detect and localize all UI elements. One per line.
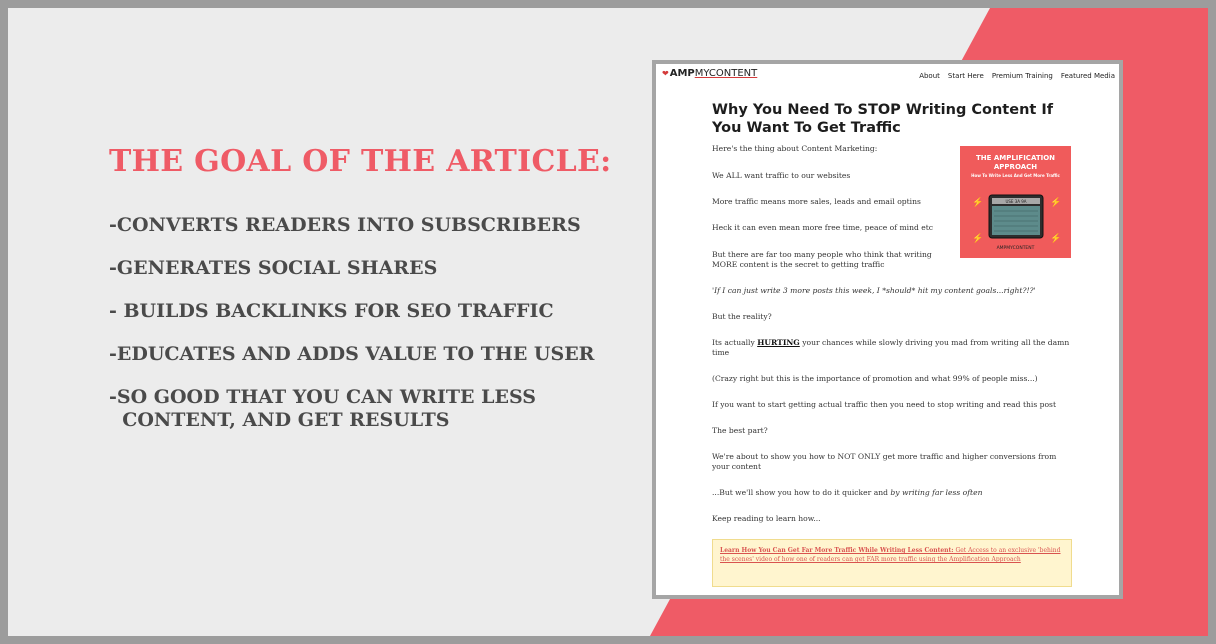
- slide-canvas: [8, 8, 1208, 636]
- amp-label: USE 3A 9A: [1005, 199, 1027, 204]
- post-paragraph: If you want to start getting actual traffic then you need to stop writing and read this post: [712, 400, 1057, 409]
- lightning-bolt-icon: ⚡: [972, 234, 984, 244]
- logo-text-bold: AMP: [669, 68, 695, 79]
- site-logo[interactable]: [662, 68, 757, 79]
- text-emphasis: by writing far less often: [890, 488, 983, 497]
- post-paragraph: Here's the thing about Content Marketing:: [712, 144, 878, 153]
- text-run: your chances while slowly driving you mad from writing all the damn time: [712, 338, 1070, 357]
- nav-item-start-here[interactable]: Start Here: [947, 72, 984, 80]
- promo-brand: AMPMYCONTENT: [996, 246, 1035, 251]
- cta-link-bold[interactable]: Learn How You Can Get Far More Traffic While Writing Less Content:: [720, 547, 954, 554]
- post-paragraph: [712, 488, 1074, 498]
- site-header: [656, 64, 1119, 86]
- post-paragraph: We're about to show you how to NOT ONLY get more traffic and higher conversions from your content: [712, 452, 1057, 471]
- post-title: Why You Need To STOP Writing Content If You Want To Get Traffic: [712, 102, 1054, 136]
- goal-item: -EDUCATES AND ADDS VALUE TO THE USER: [109, 343, 595, 365]
- goal-item: - BUILDS BACKLINKS FOR SEO TRAFFIC: [109, 300, 554, 322]
- post-paragraph: But there are far too many people who think that writing MORE content is the secret to getting traffic: [712, 250, 932, 269]
- bolt-icon: ❤: [662, 69, 669, 78]
- post-paragraph: We ALL want traffic to our websites: [712, 171, 851, 180]
- amplifier-icon: [988, 194, 1044, 239]
- lightning-bolt-icon: ⚡: [1050, 234, 1062, 244]
- cta-box[interactable]: [712, 539, 1072, 587]
- nav-item-premium-training[interactable]: Premium Training: [991, 72, 1053, 80]
- post-paragraph: More traffic means more sales, leads and email optins: [712, 197, 921, 206]
- promo-title: THE AMPLIFICATION APPROACH: [975, 154, 1056, 171]
- post-paragraph: (Crazy right but this is the importance of promotion and what 99% of people miss...): [712, 374, 1038, 383]
- text-run: Its actually: [712, 338, 758, 347]
- text-run: ...But we'll show you how to do it quicker and: [712, 488, 891, 497]
- goal-item: -GENERATES SOCIAL SHARES: [109, 257, 438, 279]
- lightning-bolt-icon: ⚡: [972, 198, 984, 208]
- article-page: [656, 64, 1119, 595]
- cta-link-text[interactable]: Get Access to an exclusive 'behind the scenes' video of how one of readers can get FAR more traffic using the Amplification Approach: [720, 547, 1061, 563]
- site-nav: [911, 72, 1115, 80]
- post-paragraph: The best part?: [712, 426, 768, 435]
- post-paragraph: But the reality?: [712, 312, 772, 321]
- post-quote: 'If I can just write 3 more posts this week, I *should* hit my content goals...right?!?': [712, 286, 1036, 295]
- post-paragraph: [712, 338, 1074, 358]
- post-paragraph: Keep reading to learn how...: [712, 514, 821, 523]
- nav-item-about[interactable]: About: [919, 72, 940, 80]
- post-paragraph: Heck it can even mean more free time, peace of mind etc: [712, 223, 934, 232]
- logo-text-rest: MYCONTENT: [694, 68, 758, 79]
- promo-subtitle: How To Write Less And Get More Traffic: [971, 173, 1060, 178]
- article-screenshot: [652, 60, 1123, 599]
- amplification-approach-image[interactable]: [960, 146, 1071, 258]
- goal-item: -CONVERTS READERS INTO SUBSCRIBERS: [109, 214, 581, 236]
- goal-list: [109, 214, 595, 452]
- hurting-emphasis: HURTING: [757, 338, 800, 347]
- goal-title: THE GOAL OF THE ARTICLE:: [109, 144, 612, 179]
- goal-item: -SO GOOD THAT YOU CAN WRITE LESS CONTENT, AND GET RESULTS: [109, 386, 536, 431]
- lightning-bolt-icon: ⚡: [1050, 198, 1062, 208]
- nav-item-featured-media[interactable]: Featured Media: [1060, 72, 1115, 80]
